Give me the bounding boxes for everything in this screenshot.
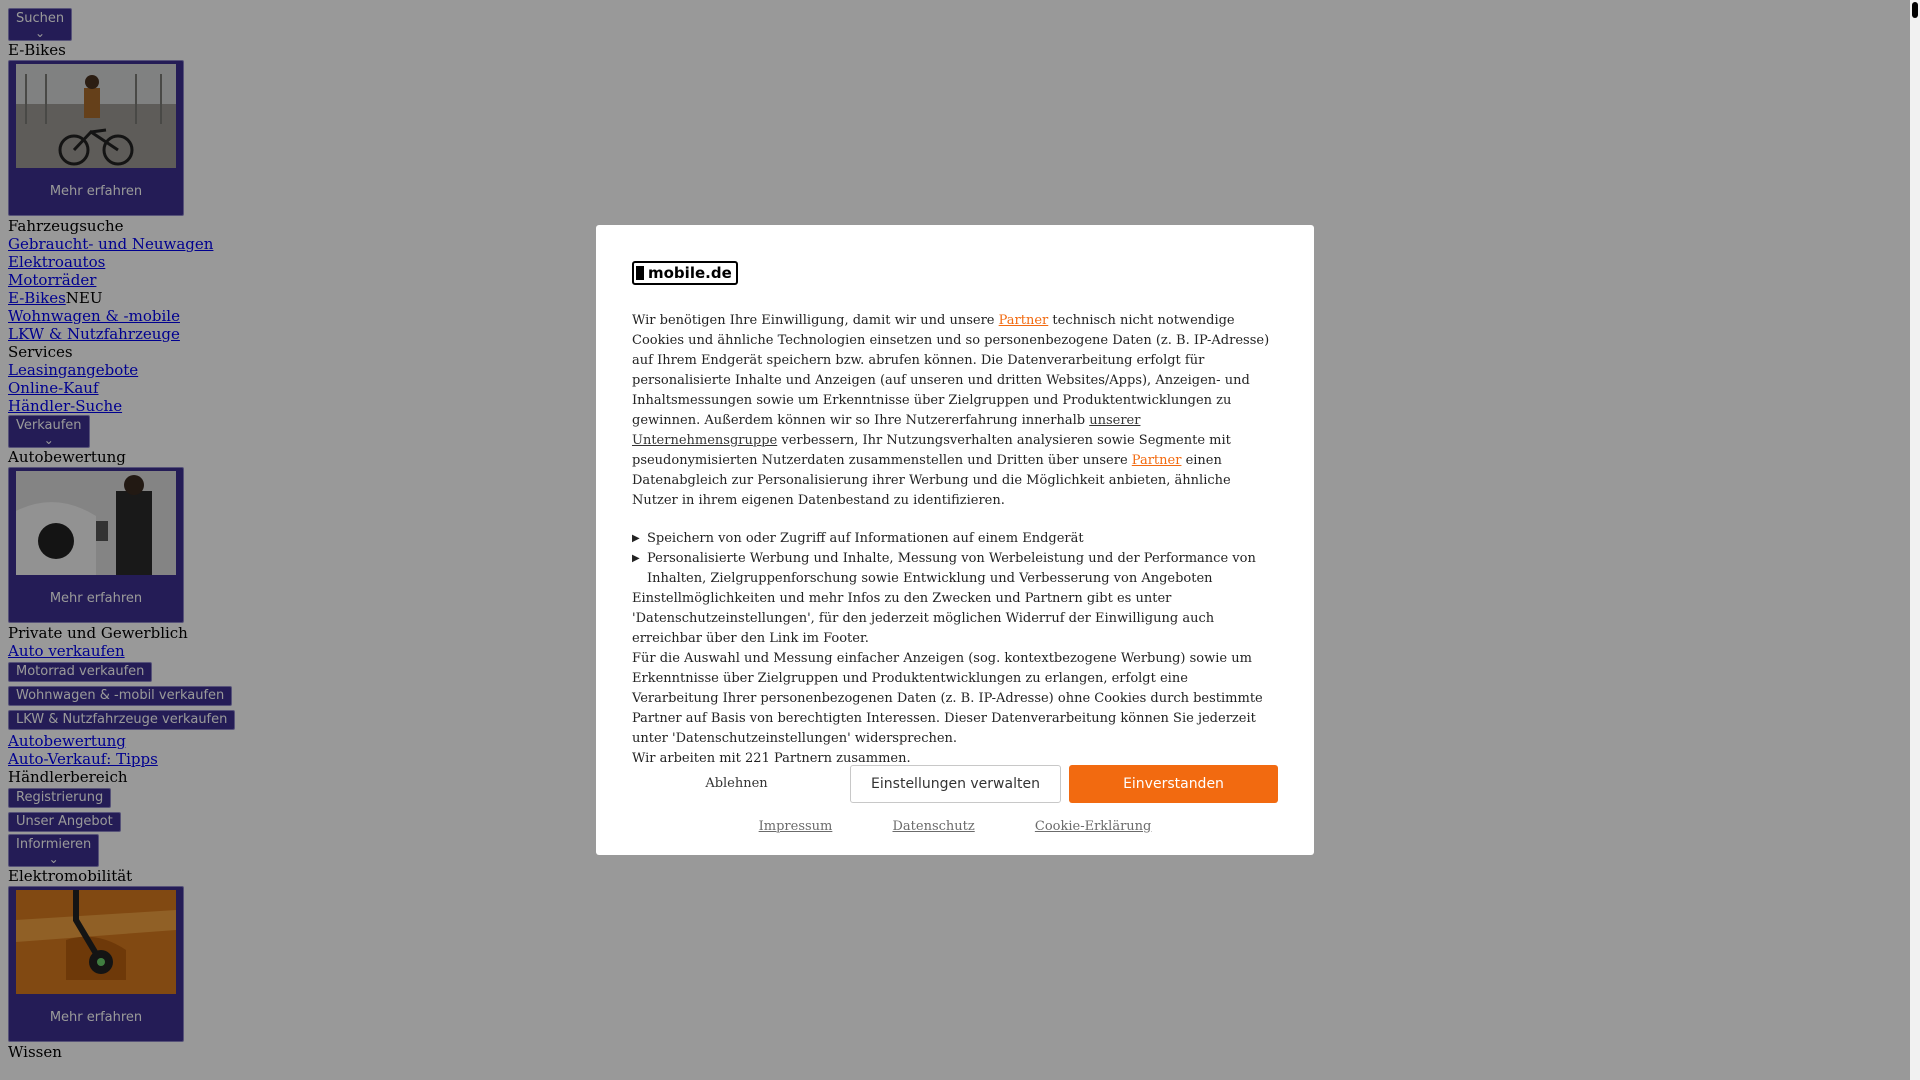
chip-lkw-verkaufen[interactable]: LKW & Nutzfahrzeuge verkaufen (8, 710, 235, 730)
link-elektroautos[interactable]: Elektroautos (8, 253, 106, 271)
intro-part-4: einen Datenabgleich zur Personalisierung ihrer Werbung und die Möglichkeit anbieten, ähnliche Nutzer in ihrem eigenen Datenbestand zu identifizieren. (632, 453, 1231, 508)
consent-intro-text (632, 311, 1278, 511)
link-gebraucht-neuwagen[interactable]: Gebraucht- und Neuwagen (8, 235, 214, 253)
partner-count-text: Wir arbeiten mit 221 Partnern zusammen. (632, 751, 911, 766)
elektro-more-link[interactable]: Mehr erfahren (49, 1010, 143, 1025)
new-badge: NEU (65, 289, 103, 307)
page-scrollbar[interactable] (1910, 0, 1920, 1080)
purpose-label: Speichern von oder Zugriff auf Informationen auf einem Endgerät (647, 531, 1084, 546)
link-online-kauf[interactable]: Online-Kauf (8, 379, 99, 397)
logo-square-icon (636, 266, 644, 280)
chip-motorrad-verkaufen[interactable]: Motorrad verkaufen (8, 662, 152, 682)
triangle-right-icon: ▶ (632, 533, 640, 544)
link-ebikes[interactable]: E-Bikes (8, 289, 66, 307)
datenschutz-link[interactable]: Datenschutz (892, 819, 975, 834)
partner-link[interactable]: Partner (1131, 453, 1182, 468)
fahrzeugsuche-heading: Fahrzeugsuche (8, 217, 124, 235)
link-motorraeder[interactable]: Motorräder (8, 271, 97, 289)
logo-text: mobile.de (648, 264, 732, 282)
purpose-item-personalised[interactable] (632, 549, 1278, 589)
link-lkw[interactable]: LKW & Nutzfahrzeuge (8, 325, 180, 343)
link-auto-verkaufen[interactable]: Auto verkaufen (8, 642, 125, 660)
autobewertung-more-link[interactable]: Mehr erfahren (49, 591, 143, 606)
decline-button[interactable]: Ablehnen (705, 776, 768, 791)
intro-part-3: verbessern, Ihr Nutzungsverhalten analysieren sowie Segmente mit pseudonymisierten Nutzerdaten zusammenstellen und Dritten über unsere (632, 433, 1231, 468)
link-haendler-suche[interactable]: Händler-Suche (8, 397, 123, 415)
accept-button[interactable]: Einverstanden (1069, 765, 1278, 803)
haendler-heading: Händlerbereich (8, 768, 128, 786)
partner-link[interactable]: Partner (998, 313, 1049, 328)
wissen-heading: Wissen (8, 1043, 62, 1061)
consent-button-row (632, 765, 1278, 803)
cookie-declaration-link[interactable]: Cookie-Erklärung (1034, 819, 1152, 834)
purpose-list (632, 529, 1278, 589)
sell-menu-label: Verkaufen (16, 418, 82, 433)
chip-wohnwagen-verkaufen[interactable]: Wohnwagen & -mobil verkaufen (8, 686, 232, 706)
ebikes-more-link[interactable]: Mehr erfahren (49, 184, 143, 199)
company-group-link[interactable]: unserer Unternehmensgruppe (632, 413, 1141, 448)
mobile-de-logo (632, 261, 738, 285)
impressum-link[interactable]: Impressum (758, 819, 833, 834)
chevron-down-icon: ⌄ (48, 852, 59, 866)
link-autobewertung[interactable]: Autobewertung (8, 732, 126, 750)
elektro-heading: Elektromobilität (8, 867, 133, 885)
private-heading: Private und Gewerblich (8, 624, 188, 642)
scrollbar-thumb[interactable] (1912, 2, 1918, 18)
consent-content (632, 261, 1278, 769)
info-menu-label: Informieren (16, 837, 92, 852)
consent-settings-text: Einstellmöglichkeiten und mehr Infos zu den Zwecken und Partnern gibt es unter 'Datenschutzeinstellungen', für den jederzeit möglichen Widerruf der Einwilligung auch erreichbar über den Link im Footer. (632, 591, 1215, 646)
intro-part-2: technisch nicht notwendige Cookies und ähnliche Technologien einsetzen und so personenbezogene Daten (z. B. IP-Adresse) auf Ihrem Endgerät speichern bzw. abrufen können. Die Datenverarbeitung erfolgt für personalisierte Inhalte und Anzeigen (auf unseren und dritten Websites/Apps), Anzeigen- und Inhaltsmessungen sowie um Erkenntnisse über Zielgruppen und Produktentwicklungen zu gewinnen. Außerdem können wir so Ihre Nutzererfahrung innerhalb (632, 313, 1270, 428)
consent-contextual-text: Für die Auswahl und Messung einfacher Anzeigen (sog. kontextbezogene Werbung) sowie um Erkenntnisse über Zielgruppen und Produktentwicklungen zu erlangen, erfolgt eine Verarbeitung Ihrer personenbezogenen Daten (z. B. IP-Adresse) ohne Cookies durch bestimmte Partner auf Basis von berechtigten Interessen. Dieser Datenverarbeitung können Sie jederzeit unter 'Datenschutzeinstellungen' widersprechen. (632, 651, 1263, 746)
consent-footer-links (632, 819, 1278, 834)
link-leasing[interactable]: Leasingangebote (8, 361, 139, 379)
chevron-down-icon: ⌄ (35, 26, 46, 40)
purpose-label: Personalisierte Werbung und Inhalte, Messung von Werbeleistung und der Performance von Inhalten, Zielgruppenforschung sowie Entwicklung und Verbesserung von Angeboten (647, 551, 1256, 586)
link-wohnwagen[interactable]: Wohnwagen & -mobile (8, 307, 180, 325)
triangle-right-icon: ▶ (632, 553, 640, 564)
link-verkauf-tipps[interactable]: Auto-Verkauf: Tipps (8, 750, 158, 768)
manage-settings-button[interactable]: Einstellungen verwalten (850, 765, 1061, 803)
intro-part-1: Wir benötigen Ihre Einwilligung, damit wir und unsere (632, 313, 999, 328)
ebikes-heading: E-Bikes (8, 41, 66, 59)
services-heading: Services (8, 343, 73, 361)
autobewertung-heading: Autobewertung (8, 448, 126, 466)
chevron-down-icon: ⌄ (43, 433, 54, 447)
search-menu-label: Suchen (16, 11, 65, 26)
consent-dialog (596, 225, 1314, 855)
chip-registrierung[interactable]: Registrierung (8, 788, 111, 808)
purpose-item-storage[interactable] (632, 529, 1278, 549)
chip-unser-angebot[interactable]: Unser Angebot (8, 812, 121, 832)
